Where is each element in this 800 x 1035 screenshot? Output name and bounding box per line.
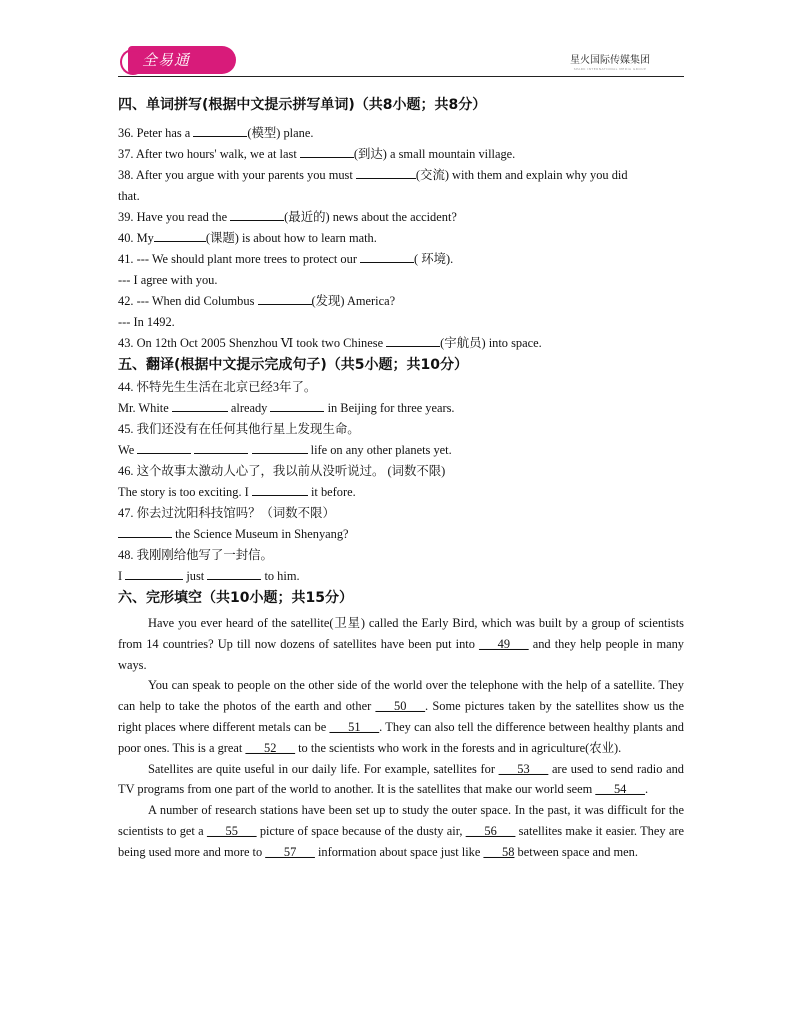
answer-blank [207,567,261,580]
answer-blank [193,124,247,137]
cloze-blank-50: ___50___ [375,699,426,714]
question-42-reply: --- In 1492. [118,315,175,329]
answer-blank [252,441,308,454]
question-45: We life on any other planets yet. [118,443,452,457]
question-46-prompt: 46. 这个故事太激动人心了，我以前从没听说过。 (词数不限) [118,464,446,478]
cloze-blank-52: ___52___ [245,740,296,755]
answer-blank [360,250,414,263]
cloze-paragraph-3: Satellites are quite useful in our daily life. For example, satellites for ___53___ are used to send radio and TV programs from one part of the world to another. It is the satellites that make our world seem ___54___. [118,761,684,797]
question-48: I just to him. [118,569,300,583]
answer-blank [300,145,354,158]
answer-blank [118,525,172,538]
question-40: 40. My (课题) is about how to learn math. [118,231,377,245]
answer-blank [258,292,312,305]
question-48-prompt: 48. 我刚刚给他写了一封信。 [118,548,273,562]
cloze-blank-58: ___58 [483,844,515,859]
question-38: 38. After you argue with your parents you must (交流) with them and explain why you did [118,168,628,182]
cloze-blank-51: ___51___ [329,719,380,734]
answer-blank [252,483,308,496]
answer-blank [137,441,191,454]
answer-blank [356,166,416,179]
brand-logo [128,46,236,74]
exam-content [118,94,684,863]
section-4-heading: 四、单词拼写(根据中文提示拼写单词)（共8小题；共8分） [118,97,487,113]
publisher-title: 星火国际传媒集团 [570,55,650,66]
answer-blank [194,441,248,454]
question-43: 43. On 12th Oct 2005 Shenzhou Ⅵ took two Chinese (宇航员) into space. [118,336,542,350]
question-47: the Science Museum in Shenyang? [118,524,684,545]
cloze-blank-49: ___49___ [479,636,529,651]
question-39: 39. Have you read the (最近的) news about the accident? [118,210,457,224]
cloze-blank-55: ___55___ [206,823,257,838]
cloze-blank-54: ___54___ [595,782,645,797]
logo-swirl-icon [120,49,146,75]
question-36: 36. Peter has a (模型) plane. [118,126,314,140]
header-divider [118,76,684,77]
cloze-blank-57: ___57___ [265,844,315,859]
publisher-name [570,51,650,71]
question-44: Mr. White already in Beijing for three years. [118,401,455,415]
question-46: The story is too exciting. I it before. [118,485,356,499]
question-37: 37. After two hours' walk, we at last (到达) a small mountain village. [118,147,516,161]
question-47-prompt: 47. 你去过沈阳科技馆吗？（词数不限） [118,506,335,520]
publisher-subtitle: SPARK INTERNATIONAL MEDIA GROUP [573,67,647,71]
answer-blank [386,334,440,347]
cloze-blank-53: ___53___ [498,761,549,776]
question-44-prompt: 44. 怀特先生生活在北京已经3年了。 [118,380,317,394]
cloze-paragraph-2: You can speak to people on the other side of the world over the telephone with the help of a satellite. They can help to take the photos of the earth and other ___50___. Some pictures taken by the satellites show us the right places where different metals can be ___51___. They can also tell the difference between healthy plants and poor ones. This is a great ___52___ to the scientists who work in the forests and in agriculture(农业). [118,678,684,755]
question-38-continued: that. [118,189,140,203]
answer-blank [270,399,324,412]
cloze-blank-56: ___56___ [465,823,516,838]
cloze-paragraph-1: Have you ever heard of the satellite(卫星) called the Early Bird, which was built by a group of scientists from 14 countries? Up till now dozens of satellites have been put into ___49___ and they help people in many ways. [118,616,684,672]
section-5-heading: 五、翻译(根据中文提示完成句子)（共5小题；共10分） [118,357,469,373]
answer-blank [125,567,183,580]
logo-text: 全易通 [142,51,191,69]
answer-blank [172,399,228,412]
answer-blank [154,229,206,242]
question-41: 41. --- We should plant more trees to protect our ( 环境). [118,252,454,266]
page-header [118,46,684,76]
question-45-prompt: 45. 我们还没有在任何其他行星上发现生命。 [118,422,360,436]
cloze-paragraph-4: A number of research stations have been set up to study the outer space. In the past, it was difficult for the scientists to get a ___55___ picture of space because of the dusty air, ___56___ satellites make it easier. They are being used more and more to ___57___ information about space just like ___58 between space and men. [118,803,684,859]
question-41-reply: --- I agree with you. [118,273,218,287]
answer-blank [230,208,284,221]
section-6-heading: 六、完形填空（共10小题；共15分） [118,590,353,606]
question-42: 42. --- When did Columbus (发现) America? [118,294,396,308]
